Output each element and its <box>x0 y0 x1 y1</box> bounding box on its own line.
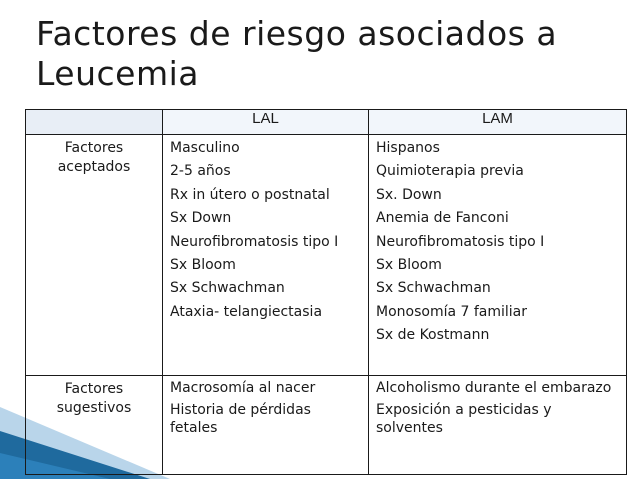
list-item: Sx Schwachman <box>376 280 491 297</box>
list-item: Quimioterapia previa <box>376 163 524 180</box>
list-item: Anemia de Fanconi <box>376 210 509 227</box>
table-header-row <box>26 110 627 135</box>
list-item: Sx. Down <box>376 186 442 203</box>
slide-title: Factores de riesgo asociados a Leucemia <box>36 14 558 93</box>
cell-lam-suggestive <box>369 376 627 475</box>
list-item: Monosomía 7 familiar <box>376 303 528 320</box>
list-item: Neurofibromatosis tipo I <box>170 233 339 250</box>
row-label-text: Factores sugestivos <box>56 381 132 416</box>
header-lal: LAL <box>163 110 369 135</box>
list-item: Sx Bloom <box>170 257 236 274</box>
row-label-text: Factores aceptados <box>57 140 131 175</box>
header-lam: LAM <box>369 110 627 135</box>
row-label-suggestive <box>26 376 163 475</box>
list-item: Alcoholismo durante el embarazo <box>376 380 612 396</box>
table-row-suggestive-factors <box>26 376 627 475</box>
list-item: 2-5 años <box>170 163 231 180</box>
list-item: Sx Down <box>170 210 232 227</box>
lal-suggestive-list <box>170 379 362 437</box>
list-item: Exposición a pesticidas y solventes <box>376 402 552 436</box>
list-item: Neurofibromatosis tipo I <box>376 233 545 250</box>
list-item: Historia de pérdidas fetales <box>170 402 311 436</box>
list-item: Sx de Kostmann <box>376 327 490 344</box>
header-empty-cell <box>26 110 163 135</box>
list-item: Rx in útero o postnatal <box>170 186 330 203</box>
list-item: Hispanos <box>376 140 440 156</box>
lam-suggestive-list <box>376 379 620 437</box>
cell-lal-suggestive <box>163 376 369 475</box>
cell-lam-accepted <box>369 135 627 376</box>
list-item: Masculino <box>170 140 240 156</box>
risk-factor-table <box>25 109 627 475</box>
lal-accepted-list <box>170 137 362 324</box>
list-item: Sx Bloom <box>376 257 442 274</box>
table-row-accepted-factors <box>26 135 627 376</box>
list-item: Macrosomía al nacer <box>170 380 316 396</box>
list-item: Sx Schwachman <box>170 280 285 297</box>
lam-accepted-list <box>376 137 620 348</box>
row-label-accepted <box>26 135 163 376</box>
list-item: Ataxia- telangiectasia <box>170 303 323 320</box>
cell-lal-accepted <box>163 135 369 376</box>
